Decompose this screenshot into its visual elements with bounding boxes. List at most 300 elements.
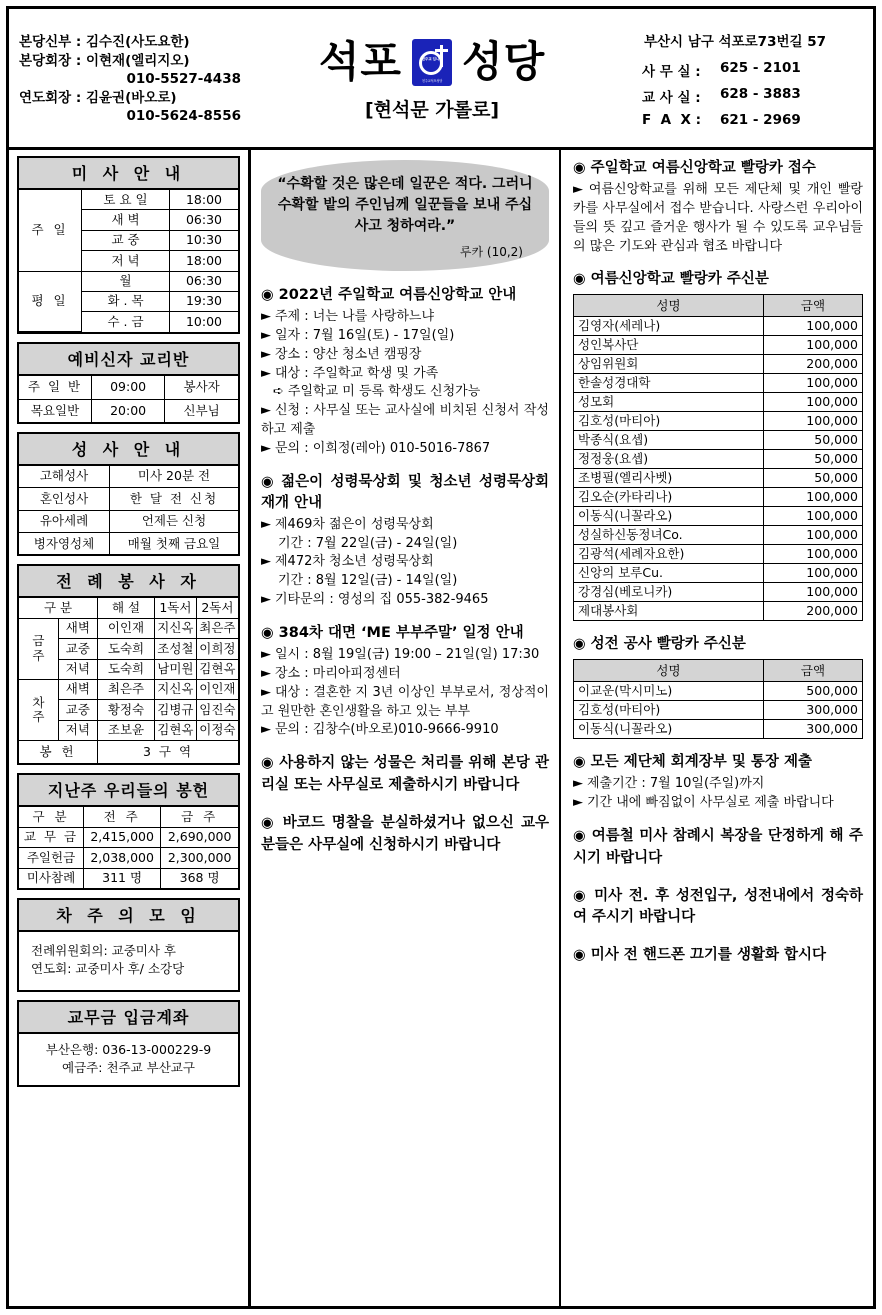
donor-name: 김호성(마티아) <box>574 701 764 720</box>
table-row <box>19 679 238 699</box>
notice-text: 미사 전 핸드폰 끄기를 생활화 합시다 <box>590 947 827 964</box>
catechumen-class-title: 예비신자 교리반 <box>19 344 238 376</box>
offering-col-header: 구 분 <box>19 807 84 827</box>
liturgy-commentator: 도숙희 <box>98 659 155 679</box>
office-phone-row <box>609 57 861 83</box>
donor-name: 김광석(세례자요한) <box>574 545 764 564</box>
donor-name: 이동식(니꼴라오) <box>574 507 764 526</box>
mass-row-time: 06:30 <box>170 210 239 230</box>
donor-amount: 500,000 <box>764 682 863 701</box>
liturgy-commentator: 조보윤 <box>98 720 155 740</box>
donor-amount: 100,000 <box>764 374 863 393</box>
section-heading <box>261 623 549 644</box>
list-item-text: 제472차 청소년 성령묵상회 <box>275 554 434 570</box>
liturgy-reading1: 지신옥 <box>155 618 197 638</box>
liturgy-time: 새벽 <box>58 618 97 638</box>
list-subitem-text: 주일학교 미 등록 학생도 신청가능 <box>287 384 481 400</box>
list-item <box>573 775 863 794</box>
donor-amount: 100,000 <box>764 507 863 526</box>
donor-amount: 100,000 <box>764 488 863 507</box>
teacher-room-value: 628 - 3883 <box>720 85 801 102</box>
donor-name: 김호성(마티아) <box>574 412 764 431</box>
table-row <box>19 271 238 291</box>
arrow-icon: ► <box>261 346 271 362</box>
bank-account-content <box>19 1034 238 1085</box>
bank-account-holder: 예금주: 천주교 부산교구 <box>62 1060 195 1076</box>
mass-row-name: 토 요 일 <box>82 190 170 210</box>
list-subitem-text: 기간 : 8월 12일(금) - 14일(일) <box>278 573 458 589</box>
arrow-icon: ► <box>261 327 271 343</box>
bulletin-body <box>9 150 873 1306</box>
donor-amount: 50,000 <box>764 450 863 469</box>
list-item-text: 장소 : 양산 청소년 캠핑장 <box>275 346 422 362</box>
church-patron-subtitle: [현석문 가롤로] <box>364 98 500 121</box>
list-item-text: 신청 : 사무실 또는 교사실에 비치된 신청서 작성하고 제출 <box>261 403 549 438</box>
arrow-right-icon: ➪ <box>273 384 284 400</box>
meeting-line: 전례위원회의: 교중미사 후 <box>31 942 176 958</box>
bullet-icon: ◉ <box>261 814 276 831</box>
offering-this-week: 2,690,000 <box>161 827 238 847</box>
liturgy-col-header: 해 설 <box>98 598 155 618</box>
bullet-icon: ◉ <box>573 636 586 653</box>
sacrament-info-title: 성 사 안 내 <box>19 434 238 466</box>
mass-sunday-label: 주 일 <box>19 190 82 271</box>
offering-col-header: 전 주 <box>84 807 161 827</box>
liturgy-servers-box <box>17 564 240 765</box>
donor-name-header: 성명 <box>574 295 764 317</box>
section-heading <box>261 285 549 306</box>
section-heading-text: 384차 대면 ‘ME 부부주말’ 일정 안내 <box>278 625 524 642</box>
mass-weekday-label: 평 일 <box>19 271 82 332</box>
section-heading-text: 성전 공사 빨랑카 주신분 <box>590 636 746 653</box>
mass-row-time: 10:30 <box>170 230 239 250</box>
office-phone-label: 사 무 실 : <box>642 63 701 80</box>
liturgy-commentator: 도숙희 <box>98 639 155 659</box>
table-row <box>574 412 863 431</box>
table-row <box>574 720 863 739</box>
catechumen-time: 09:00 <box>92 376 165 399</box>
liturgy-servers-title: 전 례 봉 사 자 <box>19 566 238 598</box>
mass-row-name: 교 중 <box>82 230 170 250</box>
donor-name: 성인복사단 <box>574 336 764 355</box>
section-heading-text: 여름신앙학교 빨랑카 주신분 <box>590 271 769 288</box>
offering-prev-week: 2,415,000 <box>84 827 161 847</box>
bullet-icon: ◉ <box>573 754 586 771</box>
list-item-text: 대상 : 주일학교 학생 및 가족 <box>275 365 439 381</box>
mass-row-time: 18:00 <box>170 190 239 210</box>
mass-schedule-title: 미 사 안 내 <box>19 158 238 190</box>
liturgy-col-header: 2독서 <box>196 598 238 618</box>
donor-amount: 100,000 <box>764 583 863 602</box>
liturgy-time: 교중 <box>58 639 97 659</box>
table-row <box>574 583 863 602</box>
liturgy-this-week-label: 금 주 <box>19 618 58 679</box>
right-column <box>561 150 873 1306</box>
church-name-first: 석포 <box>318 37 402 86</box>
announcement-summer-school <box>261 285 549 459</box>
liturgy-next-week-label: 차 주 <box>19 679 58 740</box>
scripture-verse-text: “수확할 것은 많은데 일꾼은 적다. 그러니 수확할 밭의 주인님께 일꾼들을 보내 주십사고 청하여라.” <box>277 176 533 234</box>
liturgy-offering-value: 3 구 역 <box>98 741 239 764</box>
announcement-ledger-submission <box>573 752 863 813</box>
donor-amount: 100,000 <box>764 336 863 355</box>
list-item <box>261 327 549 346</box>
bulletin-header <box>9 9 873 150</box>
liturgy-servers-table <box>19 598 238 763</box>
liturgy-reading2: 이인재 <box>196 679 238 699</box>
list-subitem-text: 기간 : 7월 22일(금) - 24일(일) <box>278 535 458 551</box>
arrow-icon: ► <box>261 665 271 681</box>
table-row <box>19 399 238 422</box>
section-heading <box>573 269 863 290</box>
donor-name-header: 성명 <box>574 660 764 682</box>
section-heading <box>261 472 549 514</box>
table-row <box>574 682 863 701</box>
table-header-row <box>574 295 863 317</box>
table-row <box>19 807 238 827</box>
offering-this-week: 368 명 <box>161 868 238 888</box>
donors-construction-section <box>573 634 863 739</box>
mass-row-name: 수 . 금 <box>82 312 170 332</box>
bullet-icon: ◉ <box>573 271 586 288</box>
table-row <box>574 564 863 583</box>
donor-amount: 100,000 <box>764 526 863 545</box>
bullet-icon: ◉ <box>573 947 586 964</box>
arrow-icon: ► <box>573 795 583 811</box>
list-item-text: 주제 : 너는 나를 사랑하느냐 <box>275 309 435 325</box>
arrow-icon: ► <box>261 516 271 532</box>
section-heading <box>573 752 863 773</box>
mass-row-name: 화 . 목 <box>82 291 170 311</box>
table-row <box>19 598 238 618</box>
catechumen-time: 20:00 <box>92 399 165 422</box>
table-row <box>19 376 238 399</box>
bullet-icon: ◉ <box>261 473 277 490</box>
section-heading-text: 주일학교 여름신앙학교 빨랑카 접수 <box>590 160 816 176</box>
sacrament-info-table <box>19 466 238 555</box>
table-row <box>19 190 238 210</box>
announcement-palanca-intake <box>573 158 863 256</box>
table-row <box>19 868 238 888</box>
donors-summer-school-section <box>573 269 863 621</box>
yeondo-chair-phone: 010-5624-8556 <box>126 108 241 125</box>
bullet-icon: ◉ <box>573 887 588 904</box>
left-column <box>9 150 251 1306</box>
table-row <box>19 510 238 532</box>
office-phone-value: 625 - 2101 <box>720 59 801 76</box>
list-item-text: 기타문의 : 영성의 집 055-382-9465 <box>275 592 489 608</box>
middle-column <box>251 150 561 1306</box>
catechumen-name: 주 일 반 <box>19 376 92 399</box>
yeondo-chair-line: 연도회장 : 김윤권(바오로) <box>19 89 177 106</box>
table-row <box>574 374 863 393</box>
list-item <box>261 516 549 535</box>
liturgy-reading2: 임진숙 <box>196 700 238 720</box>
donor-name: 강경심(베로니카) <box>574 583 764 602</box>
donor-name: 제대봉사회 <box>574 602 764 621</box>
liturgy-reading1: 조성철 <box>155 639 197 659</box>
liturgy-reading1: 김병규 <box>155 700 197 720</box>
table-row <box>19 741 238 764</box>
mass-row-name: 월 <box>82 271 170 291</box>
notice-summer-dress-code <box>573 826 863 870</box>
arrow-icon: ► <box>261 684 271 700</box>
next-week-meetings-content <box>19 932 238 990</box>
bullet-icon: ◉ <box>261 755 274 772</box>
liturgy-commentator: 최은주 <box>98 679 155 699</box>
logo-footer-text: 천주교석포성당 <box>421 78 443 83</box>
list-item-text: 장소 : 마리아피정센터 <box>275 665 401 681</box>
donor-name: 한솔성경대학 <box>574 374 764 393</box>
mass-row-time: 06:30 <box>170 271 239 291</box>
liturgy-reading1: 지신옥 <box>155 679 197 699</box>
list-item <box>261 684 549 722</box>
mass-row-name: 새 벽 <box>82 210 170 230</box>
list-item-text: 일시 : 8월 19일(금) 19:00 – 21일(일) 17:30 <box>275 647 540 663</box>
liturgy-reading1: 남미원 <box>155 659 197 679</box>
arrow-icon: ► <box>261 365 271 381</box>
bullet-icon: ◉ <box>573 828 587 845</box>
bullet-icon: ◉ <box>573 160 586 176</box>
sacrament-detail: 한 달 전 신청 <box>110 488 239 510</box>
donor-amount: 300,000 <box>764 701 863 720</box>
catechumen-class-table <box>19 376 238 422</box>
liturgy-col-header: 1독서 <box>155 598 197 618</box>
church-logo-icon <box>412 39 452 86</box>
liturgy-time: 교중 <box>58 700 97 720</box>
liturgy-reading1: 김현옥 <box>155 720 197 740</box>
liturgy-reading2: 이희정 <box>196 639 238 659</box>
table-row <box>19 533 238 555</box>
bulletin-frame <box>6 6 876 1309</box>
logo-cross-icon <box>435 49 448 52</box>
list-subitem <box>261 535 549 554</box>
donor-name: 정정웅(요셉) <box>574 450 764 469</box>
donor-name: 박종식(요셉) <box>574 431 764 450</box>
next-week-meetings-box <box>17 898 240 992</box>
notice-phone-off <box>573 945 863 967</box>
donor-name: 김영자(세레나) <box>574 317 764 336</box>
table-row <box>19 488 238 510</box>
liturgy-offering-label: 봉 헌 <box>19 741 98 764</box>
table-header-row <box>574 660 863 682</box>
sacrament-name: 고해성사 <box>19 466 110 488</box>
arrow-icon: ► <box>261 309 271 325</box>
section-heading-text: 2022년 주일학교 여름신앙학교 안내 <box>278 287 517 303</box>
list-item <box>261 308 549 327</box>
announcement-retreat <box>261 472 549 610</box>
announcement-me-weekend <box>261 623 549 740</box>
list-item-text: 제469차 젊은이 성령묵상회 <box>275 516 434 532</box>
notice-text: 바코드 명찰을 분실하셨거나 없으신 교우분들은 사무실에 신청하시기 바랍니다 <box>261 814 549 853</box>
table-row <box>574 507 863 526</box>
liturgy-reading2: 김현옥 <box>196 659 238 679</box>
list-item-text: 대상 : 결혼한 지 3년 이상인 부부로서, 정상적이고 원만한 혼인생활을 하고 있는 부부 <box>261 684 549 719</box>
bullet-icon: ◉ <box>261 625 274 642</box>
parish-priest-line: 본당신부 : 김수진(사도요한) <box>19 34 190 51</box>
table-row <box>574 488 863 507</box>
liturgy-time: 저녁 <box>58 659 97 679</box>
donor-amount: 50,000 <box>764 431 863 450</box>
arrow-icon: ► <box>261 592 271 608</box>
donor-amount: 100,000 <box>764 412 863 431</box>
section-heading-text: 모든 제단체 회계장부 및 통장 제출 <box>590 754 812 771</box>
header-contacts-left <box>9 9 259 147</box>
list-item <box>573 794 863 813</box>
arrow-icon: ► <box>261 554 271 570</box>
sacrament-name: 유아세례 <box>19 510 110 532</box>
sacrament-detail: 언제든 신청 <box>110 510 239 532</box>
scripture-verse-callout <box>261 160 549 271</box>
offering-row-label: 교 무 금 <box>19 827 84 847</box>
logo-inner-text: 천주교 입니다 <box>421 56 443 61</box>
donor-amount: 300,000 <box>764 720 863 739</box>
donor-name: 이교운(막시미노) <box>574 682 764 701</box>
fax-value: 621 - 2969 <box>720 111 801 128</box>
list-item-text: 문의 : 김창수(바오로)010-9666-9910 <box>275 722 499 738</box>
donor-amount-header: 금액 <box>764 660 863 682</box>
liturgy-reading2: 이정숙 <box>196 720 238 740</box>
donor-amount: 100,000 <box>764 545 863 564</box>
section-heading-text: 젊은이 성령묵상회 및 청소년 성령묵상회 재개 안내 <box>261 473 549 511</box>
table-row <box>574 526 863 545</box>
table-row <box>574 393 863 412</box>
table-row <box>19 618 238 638</box>
liturgy-time: 저녁 <box>58 720 97 740</box>
fax-label: F A X : <box>642 111 701 128</box>
donor-name: 성실하신동정녀Co. <box>574 526 764 545</box>
sacrament-detail: 매월 첫째 금요일 <box>110 533 239 555</box>
parish-chair-line: 본당회장 : 이현재(엘리지오) <box>19 52 190 69</box>
table-row <box>574 450 863 469</box>
sacrament-name: 혼인성사 <box>19 488 110 510</box>
notice-barcode-nametag <box>261 813 549 857</box>
notice-text: 여름철 미사 참례시 복장을 단정하게 해 주시기 바랍니다 <box>573 828 863 866</box>
catechumen-leader: 봉사자 <box>165 376 238 399</box>
mass-schedule-table <box>19 190 238 332</box>
list-item <box>261 721 549 740</box>
catechumen-class-box <box>17 342 240 424</box>
donor-amount: 100,000 <box>764 564 863 583</box>
next-week-meetings-title: 차 주 의 모 임 <box>19 900 238 932</box>
arrow-icon: ► <box>261 722 271 738</box>
donor-name: 신앙의 보루Cu. <box>574 564 764 583</box>
teacher-room-phone-row <box>609 83 861 109</box>
arrow-icon: ► <box>573 776 583 792</box>
sacrament-info-box <box>17 432 240 557</box>
list-item <box>261 402 549 440</box>
list-item <box>261 665 549 684</box>
bullet-icon: ◉ <box>261 287 274 303</box>
liturgy-col-header: 구 분 <box>19 598 98 618</box>
arrow-icon: ► <box>261 440 271 456</box>
donors-summer-school-table <box>573 294 863 621</box>
donor-amount: 200,000 <box>764 355 863 374</box>
liturgy-commentator: 황정숙 <box>98 700 155 720</box>
donors-construction-table <box>573 659 863 739</box>
table-row <box>19 848 238 868</box>
notice-text: 미사 전. 후 성전입구, 성전내에서 정숙하여 주시기 바랍니다 <box>573 887 863 926</box>
church-name-second: 성당 <box>462 37 546 86</box>
bank-account-box <box>17 1000 240 1087</box>
bank-account-title: 교무금 입금계좌 <box>19 1002 238 1034</box>
catechumen-name: 목요일반 <box>19 399 92 422</box>
header-title-block <box>259 9 605 147</box>
list-item <box>261 591 549 610</box>
section-heading <box>573 634 863 655</box>
fax-row <box>609 109 861 131</box>
donor-name: 조병필(엘리사벳) <box>574 469 764 488</box>
donor-amount: 50,000 <box>764 469 863 488</box>
donor-amount: 100,000 <box>764 393 863 412</box>
teacher-room-label: 교 사 실 : <box>642 89 701 106</box>
list-item <box>261 346 549 365</box>
donor-name: 이동식(니꼴라오) <box>574 720 764 739</box>
sacrament-detail: 미사 20분 전 <box>110 466 239 488</box>
list-item <box>261 440 549 459</box>
table-row <box>574 355 863 374</box>
list-subitem <box>261 572 549 591</box>
section-heading <box>573 158 863 179</box>
table-row <box>574 336 863 355</box>
list-item-text: 일자 : 7월 16일(토) - 17일(일) <box>275 327 455 343</box>
donor-name: 상임위원회 <box>574 355 764 374</box>
list-item-text: 기간 내에 빠짐없이 사무실로 제출 바랍니다 <box>587 795 834 811</box>
donor-name: 성모회 <box>574 393 764 412</box>
liturgy-reading2: 최은주 <box>196 618 238 638</box>
list-item <box>261 365 549 384</box>
offering-row-label: 미사참례 <box>19 868 84 888</box>
table-row <box>574 317 863 336</box>
parish-chair-phone: 010-5527-4438 <box>126 71 241 88</box>
donor-name: 김오순(카타리나) <box>574 488 764 507</box>
liturgy-commentator: 이인재 <box>98 618 155 638</box>
offering-prev-week: 2,038,000 <box>84 848 161 868</box>
offering-this-week: 2,300,000 <box>161 848 238 868</box>
meeting-line: 연도회: 교중미사 후/ 소강당 <box>31 961 185 976</box>
mass-row-time: 10:00 <box>170 312 239 332</box>
list-item-text: 제출기간 : 7월 10일(주일)까지 <box>587 776 765 792</box>
list-item <box>261 646 549 665</box>
catechumen-leader: 신부님 <box>165 399 238 422</box>
offering-row-label: 주일헌금 <box>19 848 84 868</box>
church-title-row <box>319 39 545 86</box>
offering-prev-week: 311 명 <box>84 868 161 888</box>
table-row <box>574 545 863 564</box>
arrow-icon: ► <box>261 647 271 663</box>
paragraph-text: ► 여름신앙학교를 위해 모든 제단체 및 개인 빨랑카를 사무실에서 접수 받습니다. 사랑스런 우리아이들의 뜻 깊고 즐거운 행사가 될 수 있도록 교우님들의 많은 기도와 관심과 협조 바랍니다 <box>573 182 863 254</box>
last-week-offering-title: 지난주 우리들의 봉헌 <box>19 775 238 807</box>
table-row <box>19 466 238 488</box>
donor-amount: 200,000 <box>764 602 863 621</box>
table-row <box>574 431 863 450</box>
notice-text: 사용하지 않는 성물은 처리를 위해 본당 관리실 또는 사무실로 제출하시기 바랍니다 <box>261 755 549 793</box>
last-week-offering-table <box>19 807 238 888</box>
offering-col-header: 금 주 <box>161 807 238 827</box>
list-item <box>261 553 549 572</box>
bank-account-number: 부산은행: 036-13-000229-9 <box>45 1042 212 1058</box>
notice-sacramental-items <box>261 753 549 797</box>
church-address: 부산시 남구 석포로73번길 57 <box>643 33 827 50</box>
list-item-text: 문의 : 이희정(레아) 010-5016-7867 <box>275 440 491 456</box>
mass-row-name: 저 녁 <box>82 251 170 271</box>
donor-amount: 100,000 <box>764 317 863 336</box>
sacrament-name: 병자영성체 <box>19 533 110 555</box>
mass-row-time: 18:00 <box>170 251 239 271</box>
donor-amount-header: 금액 <box>764 295 863 317</box>
table-row <box>19 827 238 847</box>
mass-schedule-box <box>17 156 240 334</box>
